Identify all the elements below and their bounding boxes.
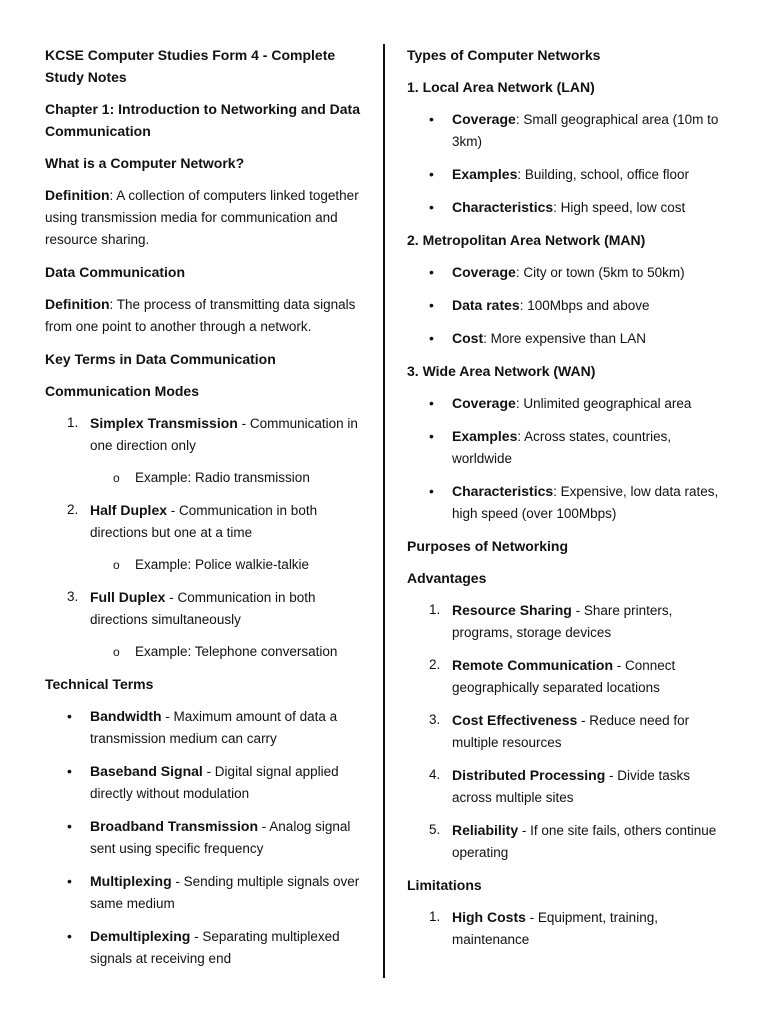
network-definition bbox=[45, 184, 367, 251]
list-item bbox=[45, 586, 367, 631]
bullet-icon: • bbox=[429, 297, 434, 313]
man-heading: 2. Metropolitan Area Network (MAN) bbox=[407, 232, 646, 248]
list-text: - Separating multiplexed signals at receiving end bbox=[90, 929, 340, 966]
bullet-icon: • bbox=[429, 111, 434, 127]
bullet-icon: • bbox=[67, 928, 72, 944]
technical-terms-heading: Technical Terms bbox=[45, 676, 154, 692]
communication-modes-list bbox=[45, 412, 367, 663]
list-number: 2. bbox=[67, 502, 79, 517]
list-term: Reliability bbox=[452, 822, 519, 838]
column-divider bbox=[383, 44, 385, 978]
list-number: 3. bbox=[67, 589, 79, 604]
network-types-heading: Types of Computer Networks bbox=[407, 47, 601, 63]
list-text: - Communication in both directions but one at a time bbox=[90, 503, 318, 540]
list-term: Remote Communication bbox=[452, 657, 614, 673]
list-number: 4. bbox=[429, 767, 441, 782]
list-number: 2. bbox=[429, 657, 441, 672]
right-column bbox=[407, 44, 732, 961]
list-text: - Divide tasks across multiple sites bbox=[452, 768, 691, 805]
circle-bullet-icon: o bbox=[113, 558, 120, 572]
list-text: - Analog signal sent using specific frequency bbox=[90, 819, 351, 856]
list-text: : Across states, countries, worldwide bbox=[452, 429, 672, 466]
list-number: 3. bbox=[429, 712, 441, 727]
list-text: : City or town (5km to 50km) bbox=[515, 265, 685, 280]
list-item bbox=[407, 764, 732, 809]
definition-text: : A collection of computers linked together using transmission media for communication and resource sharing. bbox=[45, 188, 359, 247]
list-number: 1. bbox=[429, 602, 441, 617]
communication-modes-heading: Communication Modes bbox=[45, 383, 200, 399]
sub-list-item bbox=[45, 467, 367, 489]
chapter-heading: Chapter 1: Introduction to Networking and Data Communication bbox=[45, 101, 361, 139]
list-term: Multiplexing bbox=[90, 873, 172, 889]
advantages-heading: Advantages bbox=[407, 570, 487, 586]
bullet-icon: • bbox=[67, 873, 72, 889]
list-number: 1. bbox=[67, 415, 79, 430]
list-term: Bandwidth bbox=[90, 708, 162, 724]
left-column bbox=[45, 44, 367, 980]
sub-list-item bbox=[45, 554, 367, 576]
lan-heading: 1. Local Area Network (LAN) bbox=[407, 79, 595, 95]
bullet-icon: • bbox=[429, 483, 434, 499]
data-communication-definition bbox=[45, 293, 367, 338]
list-term: Resource Sharing bbox=[452, 602, 572, 618]
wan-list bbox=[407, 392, 732, 525]
list-item bbox=[407, 425, 732, 470]
list-term: Full Duplex bbox=[90, 589, 166, 605]
list-term: Baseband Signal bbox=[90, 763, 203, 779]
list-text: : High speed, low cost bbox=[553, 200, 686, 215]
list-item bbox=[407, 599, 732, 644]
man-list bbox=[407, 261, 732, 350]
list-text: : 100Mbps and above bbox=[519, 298, 650, 313]
list-text: : More expensive than LAN bbox=[483, 331, 646, 346]
list-item bbox=[407, 709, 732, 754]
bullet-icon: • bbox=[429, 428, 434, 444]
definition-term: Definition bbox=[45, 187, 110, 203]
list-text: - Communication in one direction only bbox=[90, 416, 358, 453]
list-text: - Equipment, training, maintenance bbox=[452, 910, 658, 947]
list-term: Simplex Transmission bbox=[90, 415, 238, 431]
limitations-list bbox=[407, 906, 732, 951]
purposes-heading: Purposes of Networking bbox=[407, 538, 569, 554]
list-item bbox=[407, 392, 732, 415]
technical-terms-list bbox=[45, 705, 367, 970]
list-term: Cost bbox=[452, 330, 484, 346]
list-term: Examples bbox=[452, 166, 518, 182]
list-item bbox=[45, 705, 367, 750]
limitations-heading: Limitations bbox=[407, 877, 482, 893]
list-term: Characteristics bbox=[452, 199, 554, 215]
bullet-icon: • bbox=[429, 199, 434, 215]
list-text: - Connect geographically separated locations bbox=[452, 658, 676, 695]
list-term: Distributed Processing bbox=[452, 767, 606, 783]
list-term: High Costs bbox=[452, 909, 526, 925]
list-term: Coverage bbox=[452, 395, 516, 411]
list-text: - Digital signal applied directly without modulation bbox=[90, 764, 339, 801]
list-number: 5. bbox=[429, 822, 441, 837]
advantages-list bbox=[407, 599, 732, 864]
example-text: Example: Police walkie-talkie bbox=[135, 557, 310, 572]
document-title: KCSE Computer Studies Form 4 - Complete Study Notes bbox=[45, 47, 336, 85]
list-text: - Communication in both directions simultaneously bbox=[90, 590, 316, 627]
list-term: Characteristics bbox=[452, 483, 554, 499]
circle-bullet-icon: o bbox=[113, 471, 120, 485]
example-text: Example: Telephone conversation bbox=[135, 644, 338, 659]
sub-list-item bbox=[45, 641, 367, 663]
list-term: Coverage bbox=[452, 111, 516, 127]
list-text: - Reduce need for multiple resources bbox=[452, 713, 690, 750]
bullet-icon: • bbox=[67, 708, 72, 724]
list-item bbox=[407, 327, 732, 350]
list-item bbox=[407, 163, 732, 186]
lan-list bbox=[407, 108, 732, 219]
list-text: - If one site fails, others continue operating bbox=[452, 823, 717, 860]
list-number: 1. bbox=[429, 909, 441, 924]
list-item bbox=[407, 906, 732, 951]
list-text: : Expensive, low data rates, high speed (over 100Mbps) bbox=[452, 484, 719, 521]
definition-text: : The process of transmitting data signals from one point to another through a network. bbox=[45, 297, 356, 334]
list-term: Data rates bbox=[452, 297, 520, 313]
data-communication-heading: Data Communication bbox=[45, 264, 186, 280]
example-text: Example: Radio transmission bbox=[135, 470, 310, 485]
list-term: Cost Effectiveness bbox=[452, 712, 578, 728]
list-item bbox=[45, 925, 367, 970]
list-term: Demultiplexing bbox=[90, 928, 191, 944]
list-text: - Maximum amount of data a transmission medium can carry bbox=[90, 709, 338, 746]
list-item bbox=[407, 819, 732, 864]
list-item bbox=[407, 480, 732, 525]
list-item bbox=[45, 815, 367, 860]
network-heading: What is a Computer Network? bbox=[45, 155, 245, 171]
list-item bbox=[45, 760, 367, 805]
wan-heading: 3. Wide Area Network (WAN) bbox=[407, 363, 596, 379]
list-item bbox=[407, 108, 732, 153]
definition-term: Definition bbox=[45, 296, 110, 312]
bullet-icon: • bbox=[429, 264, 434, 280]
list-item bbox=[407, 261, 732, 284]
list-item bbox=[407, 294, 732, 317]
list-item bbox=[45, 499, 367, 544]
bullet-icon: • bbox=[429, 395, 434, 411]
list-text: : Unlimited geographical area bbox=[515, 396, 692, 411]
list-text: - Share printers, programs, storage devices bbox=[452, 603, 673, 640]
list-item bbox=[45, 412, 367, 457]
list-term: Coverage bbox=[452, 264, 516, 280]
list-term: Half Duplex bbox=[90, 502, 168, 518]
bullet-icon: • bbox=[67, 763, 72, 779]
key-terms-heading: Key Terms in Data Communication bbox=[45, 351, 276, 367]
list-text: : Small geographical area (10m to 3km) bbox=[452, 112, 719, 149]
list-text: : Building, school, office floor bbox=[517, 167, 689, 182]
list-term: Examples bbox=[452, 428, 518, 444]
circle-bullet-icon: o bbox=[113, 645, 120, 659]
bullet-icon: • bbox=[429, 166, 434, 182]
list-item bbox=[407, 196, 732, 219]
list-text: - Sending multiple signals over same medium bbox=[90, 874, 360, 911]
bullet-icon: • bbox=[67, 818, 72, 834]
list-item bbox=[45, 870, 367, 915]
list-term: Broadband Transmission bbox=[90, 818, 259, 834]
list-item bbox=[407, 654, 732, 699]
bullet-icon: • bbox=[429, 330, 434, 346]
